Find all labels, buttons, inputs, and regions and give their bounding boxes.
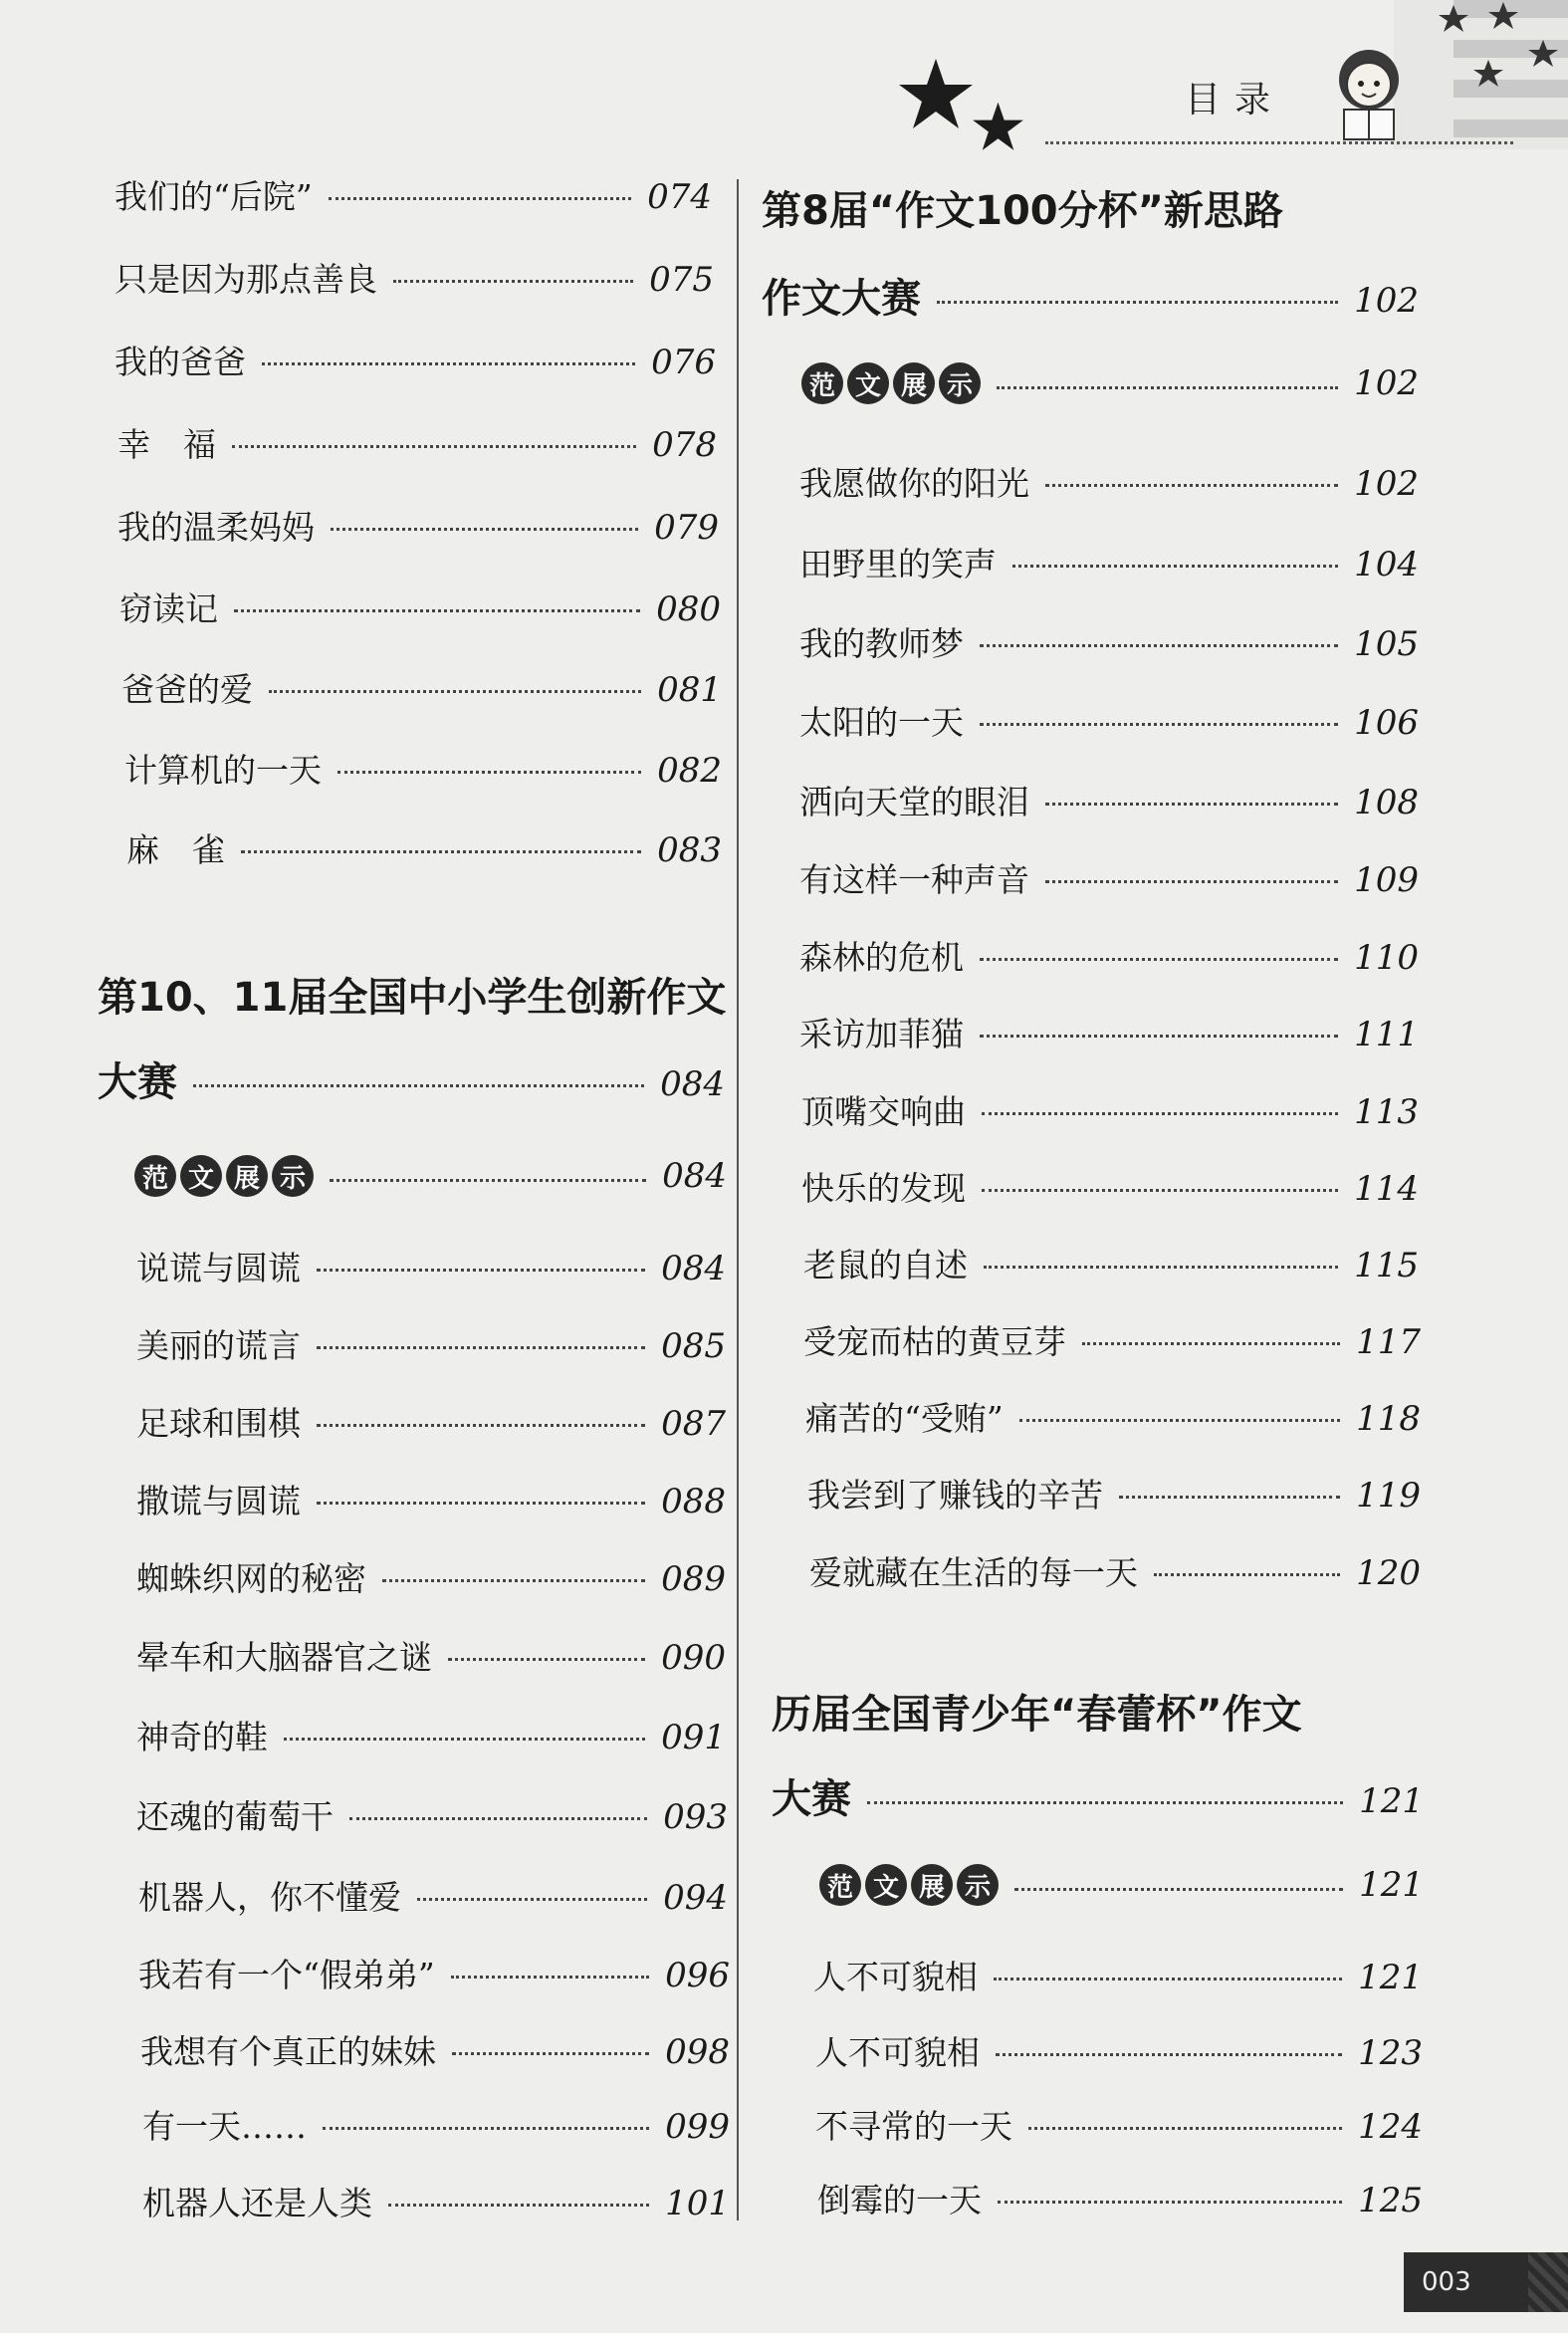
- section-page: 121: [1359, 1781, 1424, 1821]
- entry-title: 窃读记: [119, 589, 218, 628]
- dot-leader: [241, 850, 641, 853]
- toc-entry[interactable]: [815, 2101, 1423, 2148]
- entry-title: 有这样一种声音: [799, 860, 1029, 899]
- entry-title: 我的教师梦: [799, 624, 964, 663]
- toc-entry[interactable]: [136, 1791, 728, 1838]
- entry-page: 098: [665, 2032, 730, 2072]
- dot-leader: [980, 644, 1338, 647]
- toc-entry[interactable]: [136, 1398, 726, 1445]
- entry-title: 爱就藏在生活的每一天: [809, 1553, 1138, 1592]
- toc-entry[interactable]: [803, 1316, 1421, 1363]
- section-page: 102: [1354, 281, 1419, 321]
- dot-leader: [997, 386, 1338, 389]
- entry-page: 083: [657, 830, 722, 870]
- entry-page: 104: [1354, 545, 1419, 584]
- entry-page: 123: [1358, 2033, 1423, 2073]
- dot-leader: [451, 1976, 649, 1979]
- entry-title: 幸 福: [117, 425, 216, 464]
- badge-page: 084: [662, 1156, 727, 1196]
- dot-leader: [382, 1579, 645, 1582]
- entry-page: 120: [1356, 1553, 1421, 1593]
- entry-page: 087: [661, 1404, 726, 1444]
- section-heading-cont[interactable]: [762, 267, 1419, 324]
- toc-entry[interactable]: [803, 1240, 1419, 1286]
- toc-entry[interactable]: [114, 254, 714, 301]
- entry-page: 080: [656, 589, 721, 629]
- toc-entry[interactable]: [799, 777, 1419, 823]
- entry-title: 撒谎与圆谎: [136, 1482, 301, 1520]
- toc-entry[interactable]: [809, 1547, 1421, 1594]
- dot-leader: [337, 771, 641, 774]
- entry-page: 078: [652, 425, 717, 465]
- toc-entry[interactable]: [117, 502, 719, 549]
- entry-title: 我尝到了赚钱的辛苦: [807, 1476, 1103, 1515]
- toc-entry[interactable]: [119, 583, 721, 630]
- toc-entry[interactable]: [815, 2027, 1423, 2074]
- dot-leader: [232, 445, 636, 448]
- section-heading-cont[interactable]: [98, 1050, 725, 1107]
- entry-page: 091: [661, 1718, 726, 1757]
- dot-leader: [388, 2204, 649, 2207]
- toc-entry[interactable]: [799, 697, 1419, 744]
- entry-title: 机器人还是人类: [142, 2184, 372, 2222]
- entry-title: 计算机的一天: [124, 751, 322, 790]
- section-heading-line2: 作文大赛: [762, 276, 921, 322]
- entry-title: 不寻常的一天: [815, 2107, 1012, 2146]
- entry-page: 079: [654, 508, 719, 548]
- entry-page: 096: [665, 1956, 730, 1995]
- badge-char: 范: [801, 362, 843, 404]
- dot-leader: [1028, 2127, 1342, 2130]
- badge-char: 范: [134, 1155, 176, 1197]
- model-essays-row[interactable]: [801, 362, 1419, 404]
- dot-leader: [317, 1424, 645, 1427]
- entry-title: 人不可貌相: [813, 1958, 978, 1996]
- toc-entry[interactable]: [117, 419, 717, 466]
- entry-title: 爸爸的爱: [121, 670, 253, 709]
- entry-page: 110: [1354, 938, 1419, 978]
- entry-title: 倒霉的一天: [817, 2181, 982, 2219]
- entry-title: 田野里的笑声: [799, 545, 997, 583]
- entry-title: 有一天……: [142, 2107, 307, 2146]
- dot-leader: [1045, 803, 1338, 806]
- entry-title: 人不可貌相: [815, 2033, 980, 2072]
- entry-title: 神奇的鞋: [136, 1718, 268, 1756]
- entry-title: 洒向天堂的眼泪: [799, 783, 1029, 821]
- toc-entry[interactable]: [140, 2026, 730, 2073]
- toc-entry[interactable]: [813, 1952, 1423, 1998]
- toc-entry[interactable]: [142, 2178, 730, 2224]
- entry-page: 075: [649, 260, 714, 300]
- entry-page: 117: [1356, 1322, 1421, 1362]
- entry-page: 090: [661, 1638, 726, 1678]
- dot-leader: [982, 1189, 1338, 1192]
- toc-entry[interactable]: [799, 854, 1419, 901]
- entry-title: 受宠而枯的黄豆芽: [803, 1322, 1066, 1361]
- entry-page: 111: [1354, 1015, 1419, 1054]
- page-number: 003: [1422, 2267, 1471, 2297]
- badge-char: 展: [893, 362, 935, 404]
- entry-page: 101: [665, 2184, 730, 2223]
- entry-page: 125: [1358, 2181, 1423, 2220]
- toc-entry[interactable]: [817, 2175, 1423, 2221]
- dot-leader: [317, 1269, 645, 1272]
- dot-leader: [984, 1266, 1338, 1269]
- toc-entry[interactable]: [799, 932, 1419, 979]
- dot-leader: [996, 2053, 1342, 2056]
- toc-entry[interactable]: [114, 171, 712, 218]
- entry-title: 我的爸爸: [114, 343, 246, 381]
- dot-leader: [284, 1738, 645, 1741]
- dot-leader: [329, 197, 631, 200]
- header-dotted-line: [1045, 141, 1513, 144]
- toc-entry[interactable]: [136, 1476, 726, 1522]
- toc-entry[interactable]: [138, 1950, 730, 1996]
- dot-leader: [417, 1898, 647, 1901]
- dot-leader: [234, 609, 640, 612]
- entry-page: 084: [661, 1249, 726, 1288]
- toc-entry[interactable]: [126, 824, 722, 871]
- badge-char: 示: [939, 362, 981, 404]
- badge-page: 121: [1359, 1865, 1424, 1905]
- entry-page: 119: [1356, 1476, 1421, 1516]
- model-essays-row[interactable]: [134, 1155, 727, 1197]
- entry-title: 森林的危机: [799, 938, 964, 977]
- entry-title: 只是因为那点善良: [114, 260, 377, 299]
- entry-title: 我的温柔妈妈: [117, 508, 315, 547]
- entry-page: 106: [1354, 703, 1419, 743]
- entry-title: 说谎与圆谎: [136, 1249, 301, 1287]
- entry-page: 099: [665, 2107, 730, 2147]
- toc-entry[interactable]: [801, 1086, 1419, 1133]
- toc-entry[interactable]: [138, 1872, 728, 1919]
- dot-leader: [980, 723, 1338, 726]
- dot-leader: [1019, 1419, 1340, 1422]
- entry-title: 机器人，你不懂爱: [138, 1878, 401, 1917]
- entry-page: 082: [657, 751, 722, 791]
- page-number-tab: [1404, 2252, 1568, 2312]
- toc-entry[interactable]: [805, 1393, 1421, 1440]
- entry-page: 108: [1354, 783, 1419, 822]
- entry-title: 美丽的谎言: [136, 1326, 301, 1365]
- entry-page: 085: [661, 1326, 726, 1366]
- entry-title: 太阳的一天: [799, 703, 964, 742]
- dot-leader: [1045, 484, 1338, 487]
- badge-char: 示: [272, 1155, 314, 1197]
- dot-leader: [331, 528, 638, 531]
- toc-entry[interactable]: [807, 1470, 1421, 1516]
- toc-entry[interactable]: [121, 664, 722, 711]
- entry-page: 089: [661, 1559, 726, 1599]
- entry-page: 114: [1354, 1169, 1419, 1209]
- entry-page: 124: [1358, 2107, 1423, 2147]
- badge-char: 文: [865, 1864, 907, 1906]
- toc-entry[interactable]: [136, 1553, 726, 1600]
- dot-leader: [998, 2201, 1342, 2204]
- entry-title: 痛苦的“受贿”: [805, 1399, 1004, 1438]
- entry-page: 102: [1354, 464, 1419, 504]
- dot-leader: [330, 1179, 646, 1182]
- entry-title: 老鼠的自述: [803, 1246, 968, 1284]
- toc-entry[interactable]: [799, 539, 1419, 585]
- entry-title: 还魂的葡萄干: [136, 1797, 334, 1836]
- toc-entry[interactable]: [799, 1009, 1419, 1055]
- toc-entry[interactable]: [799, 618, 1419, 665]
- section-heading[interactable]: 第8届“作文100分杯”新思路: [762, 188, 1283, 234]
- entry-title: 我若有一个“假弟弟”: [138, 1956, 435, 1994]
- dot-leader: [317, 1502, 645, 1505]
- badge-char: 示: [957, 1864, 999, 1906]
- dot-leader: [317, 1346, 645, 1349]
- toc-entry[interactable]: [136, 1243, 726, 1289]
- dot-leader: [982, 1112, 1338, 1115]
- dot-leader: [269, 690, 641, 693]
- entry-page: 118: [1356, 1399, 1421, 1439]
- dot-leader: [1014, 1888, 1343, 1891]
- entry-title: 顶嘴交响曲: [801, 1092, 966, 1131]
- entry-title: 麻 雀: [126, 830, 225, 869]
- dot-leader: [323, 2127, 649, 2130]
- entry-title: 晕车和大脑器官之谜: [136, 1638, 432, 1677]
- section-heading[interactable]: 第10、11届全国中小学生创新作文: [98, 975, 727, 1021]
- entry-title: 蜘蛛织网的秘密: [136, 1559, 366, 1598]
- entry-page: 105: [1354, 624, 1419, 664]
- entry-title: 采访加菲猫: [799, 1015, 964, 1053]
- dot-leader: [448, 1658, 645, 1661]
- dot-leader: [262, 362, 635, 365]
- badge-char: 范: [819, 1864, 861, 1906]
- section-heading-line2: 大赛: [772, 1776, 851, 1822]
- dot-leader: [937, 301, 1338, 304]
- entry-title: 我想有个真正的妹妹: [140, 2032, 436, 2071]
- dot-leader: [1082, 1342, 1340, 1345]
- dot-leader: [994, 1978, 1342, 1981]
- dot-leader: [1045, 880, 1338, 883]
- toc-entry[interactable]: [136, 1712, 726, 1758]
- entry-title: 我愿做你的阳光: [799, 464, 1029, 503]
- entry-title: 我们的“后院”: [114, 177, 313, 216]
- toc-entry[interactable]: [124, 745, 722, 792]
- toc-entry[interactable]: [801, 1163, 1419, 1210]
- entry-page: 081: [657, 670, 722, 710]
- toc-entry[interactable]: [114, 337, 716, 383]
- star-icon: [896, 55, 976, 134]
- star-icon: [971, 100, 1025, 154]
- model-essays-row[interactable]: [819, 1864, 1424, 1906]
- dot-leader: [193, 1084, 644, 1087]
- badge-char: 展: [911, 1864, 953, 1906]
- badge-char: 展: [226, 1155, 268, 1197]
- entry-page: 088: [661, 1482, 726, 1521]
- toc-entry[interactable]: [142, 2101, 730, 2148]
- dot-leader: [349, 1817, 647, 1820]
- dot-leader: [1012, 565, 1338, 568]
- dot-leader: [393, 280, 633, 283]
- badge-page: 102: [1354, 363, 1419, 403]
- entry-page: 074: [647, 177, 712, 217]
- section-page: 084: [660, 1064, 725, 1104]
- dot-leader: [980, 1035, 1338, 1038]
- badge-char: 文: [180, 1155, 222, 1197]
- page-header: [876, 60, 1513, 159]
- section-heading-cont[interactable]: [772, 1767, 1424, 1824]
- model-essays-badge: [801, 362, 981, 404]
- section-heading-line2: 大赛: [98, 1059, 177, 1105]
- entry-page: 076: [651, 343, 716, 382]
- dot-leader: [980, 958, 1338, 961]
- page-title: 目录: [1185, 80, 1285, 120]
- section-heading[interactable]: 历届全国青少年“春蕾杯”作文: [772, 1692, 1302, 1738]
- dot-leader: [1154, 1573, 1340, 1576]
- entry-page: 115: [1354, 1246, 1419, 1285]
- entry-page: 121: [1358, 1958, 1423, 1997]
- entry-title: 足球和围棋: [136, 1404, 301, 1443]
- dot-leader: [1119, 1496, 1340, 1499]
- toc-entry[interactable]: [136, 1632, 726, 1679]
- entry-title: 快乐的发现: [801, 1169, 966, 1208]
- toc-entry[interactable]: [136, 1320, 726, 1367]
- entry-page: 093: [663, 1797, 728, 1837]
- entry-page: 113: [1354, 1092, 1419, 1132]
- toc-entry[interactable]: [799, 458, 1419, 505]
- column-divider: [737, 179, 739, 2220]
- badge-char: 文: [847, 362, 889, 404]
- model-essays-badge: [134, 1155, 314, 1197]
- model-essays-badge: [819, 1864, 999, 1906]
- entry-page: 094: [663, 1878, 728, 1918]
- entry-page: 109: [1354, 860, 1419, 900]
- dot-leader: [452, 2052, 649, 2055]
- dot-leader: [867, 1801, 1343, 1804]
